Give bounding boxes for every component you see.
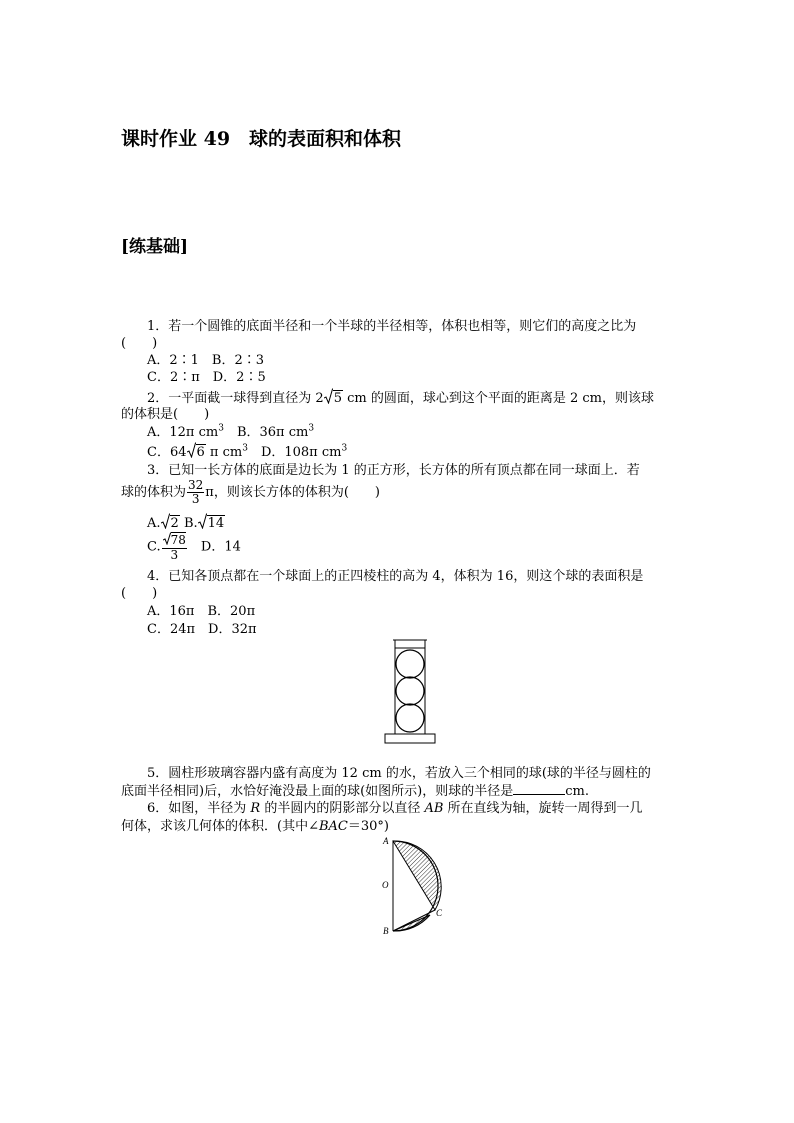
- q1-stem-line2: ( ): [121, 336, 158, 351]
- shaded-region-upper: [393, 841, 441, 910]
- q4-options-ab: A．16π B．20π: [147, 604, 256, 619]
- var-r: R: [250, 801, 261, 816]
- q5-stem-line1: 5．圆柱形玻璃容器内盛有高度为 12 cm 的水，若放入三个相同的球(球的半径与圆柱的: [147, 766, 651, 781]
- var-bac: BAC: [318, 819, 348, 834]
- q3-stem-part1: 球的体积为: [121, 485, 187, 500]
- exponent: 3: [218, 423, 224, 434]
- fraction-numerator: [162, 532, 187, 549]
- q6-part4: 何体，求该几何体的体积．(其中∠: [121, 819, 319, 834]
- q4-stem-line1: 4．已知各顶点都在一个球面上的正四棱柱的高为 4，体积为 16，则这个球的表面积是: [147, 569, 644, 584]
- q4-options-cd: C．24π D．32π: [147, 622, 257, 637]
- q2-option-a: A．12π cm: [147, 425, 219, 440]
- fraction-numerator: 32: [188, 478, 204, 492]
- q3-option-d: D．14: [200, 539, 241, 555]
- sqrt-symbol: [187, 442, 196, 463]
- q6-part5: ＝30°): [347, 819, 389, 834]
- ball-top: [396, 650, 424, 678]
- q1-options-ab: A．2∶1 B．2∶3: [147, 353, 265, 368]
- q3-stem-line1: 3．已知一长方体的底面是边长为 1 的正方形，长方体的所有顶点都在同一球面上．若: [147, 463, 640, 478]
- q5-stem-part1: 底面半径相同)后，水恰好淹没最上面的球(如图所示)，则球的半径是: [121, 784, 514, 799]
- cylinder-balls-figure: [383, 638, 437, 746]
- q3-stem-part2: π，则该长方体的体积为( ): [205, 485, 380, 500]
- q5-unit: cm.: [565, 784, 589, 799]
- fraction-denominator: 3: [170, 548, 179, 562]
- sqrt-symbol: [163, 532, 171, 548]
- q3-option-b: B.: [183, 516, 198, 531]
- answer-blank: [513, 782, 565, 795]
- q3-option-a: A.: [147, 516, 161, 531]
- q2-stem-part1: 2．一平面截一球得到直径为 2: [147, 391, 324, 406]
- q2-options-cd: [147, 442, 347, 463]
- var-ab: AB: [424, 801, 444, 816]
- q2-option-b: B．36π cm: [223, 425, 309, 440]
- page-title: 课时作业 49 球的表面积和体积: [121, 128, 402, 150]
- label-a: A: [383, 836, 389, 846]
- exponent: 3: [308, 423, 315, 434]
- q3-option-c-radicand: 78: [170, 532, 186, 547]
- q1-options-cd: C．2∶π D．2∶5: [147, 370, 266, 385]
- q2-option-c-unit: π cm: [205, 445, 243, 460]
- sqrt-symbol: [324, 388, 333, 409]
- q4-stem-line2: ( ): [121, 586, 158, 601]
- q3-option-c: C.: [147, 539, 161, 555]
- q3-stem-line2: [121, 479, 380, 506]
- q6-stem-line2: [121, 818, 389, 835]
- label-o: O: [382, 880, 389, 890]
- q5-stem-line2: [121, 782, 589, 800]
- ball-bottom: [396, 704, 424, 732]
- q6-part3: 所在直线为轴，旋转一周得到一几: [443, 801, 643, 816]
- q3-option-a-radicand: 2: [170, 516, 179, 531]
- section-heading: [练基础]: [121, 237, 189, 257]
- q2-stem-part2: cm 的圆面，球心到这个平面的距离是 2 cm，则该球: [342, 391, 654, 406]
- base: [385, 734, 435, 743]
- exponent: 3: [341, 443, 348, 454]
- q1-stem-line1: 1．若一个圆锥的底面半径和一个半球的半径相等，体积也相等，则它们的高度之比为: [147, 319, 637, 334]
- sqrt-symbol: [161, 513, 170, 534]
- label-b: B: [383, 926, 389, 936]
- fraction: [162, 532, 187, 562]
- q3-options-ab: [147, 513, 225, 534]
- q2-radicand: 5: [333, 391, 342, 406]
- fraction: [187, 479, 204, 506]
- q2-option-d: D．108π cm: [247, 445, 342, 460]
- q6-part2: 的半圆内的阴影部分以直径: [260, 801, 425, 816]
- ball-middle: [396, 677, 424, 705]
- q2-stem-line1: [147, 388, 654, 409]
- chord-bc: [393, 910, 435, 931]
- q2-stem-line2: 的体积是( ): [121, 407, 210, 422]
- label-c: C: [436, 908, 443, 918]
- fraction-denominator: 3: [191, 492, 200, 506]
- sqrt-symbol: [198, 513, 207, 534]
- exponent: 3: [242, 443, 248, 454]
- q2-option-c-radicand: 6: [196, 445, 205, 460]
- q2-options-ab: [147, 424, 314, 441]
- q3-option-b-radicand: 14: [207, 516, 225, 531]
- q6-part1: 6．如图，半径为: [147, 801, 251, 816]
- q3-options-cd: [147, 532, 241, 562]
- semicircle-figure: [378, 834, 448, 936]
- q6-stem-line1: [147, 800, 643, 817]
- q2-option-c: C．64: [147, 445, 187, 460]
